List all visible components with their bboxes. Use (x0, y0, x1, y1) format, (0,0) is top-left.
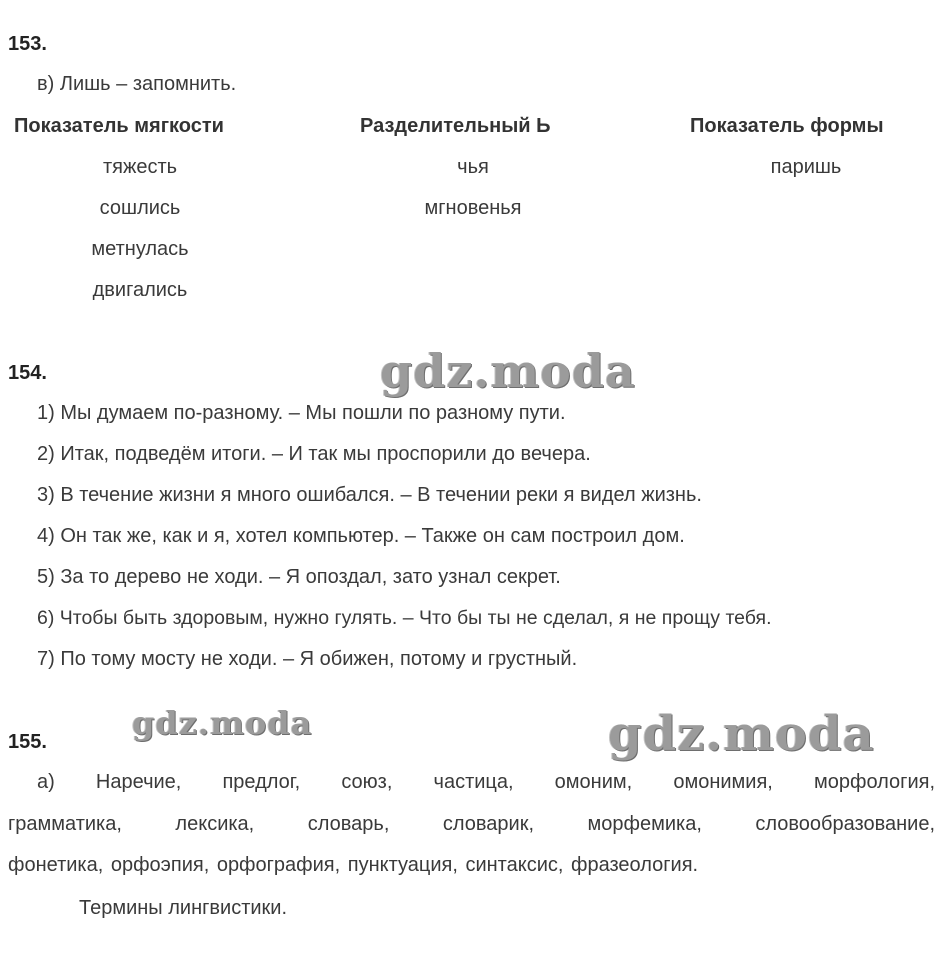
list-item: чья (457, 156, 489, 178)
list-item: двигались (92, 279, 188, 301)
watermark-logo: gdz.moda (608, 706, 875, 762)
list-item: паришь (770, 156, 842, 178)
terms-line: фонетика, орфоэпия, орфография, пунктуация, синтаксис, фразеология. (8, 854, 699, 876)
list-item: 1) Мы думаем по-разному. – Мы пошли по разному пути. (37, 402, 566, 424)
exercise-154-number: 154. (8, 362, 47, 384)
terms-line: грамматика, лексика, словарь, словарик, морфемика, словообразование, (8, 813, 935, 835)
exercise-153-number: 153. (8, 33, 47, 55)
watermark-logo: gdz.moda (132, 704, 313, 742)
list-item: тяжесть (102, 156, 178, 178)
exercise-153-intro: в) Лишь – запомнить. (37, 73, 237, 95)
column-header-form: Показатель формы (690, 115, 884, 137)
column-header-separating: Разделительный Ь (360, 115, 551, 137)
watermark-logo: gdz.moda (380, 344, 636, 398)
terms-footer: Термины лингвистики. (79, 897, 288, 919)
terms-line: а) Наречие, предлог, союз, частица, омоним, омонимия, морфология, (37, 771, 935, 793)
list-item: 3) В течение жизни я много ошибался. – В течении реки я видел жизнь. (37, 484, 702, 506)
list-item: 4) Он так же, как и я, хотел компьютер. – Также он сам построил дом. (37, 525, 685, 547)
list-item: сошлись (99, 197, 181, 219)
list-item: мгновенья (424, 197, 522, 219)
list-item: метнулась (91, 238, 189, 260)
column-header-softness: Показатель мягкости (14, 115, 224, 137)
list-item: 2) Итак, подведём итоги. – И так мы проспорили до вечера. (37, 443, 591, 465)
list-item: 5) За то дерево не ходи. – Я опоздал, зато узнал секрет. (37, 566, 561, 588)
exercise-155-number: 155. (8, 731, 47, 753)
list-item: 7) По тому мосту не ходи. – Я обижен, потому и грустный. (37, 648, 578, 670)
list-item: 6) Чтобы быть здоровым, нужно гулять. – Что бы ты не сделал, я не прощу тебя. (37, 607, 772, 629)
